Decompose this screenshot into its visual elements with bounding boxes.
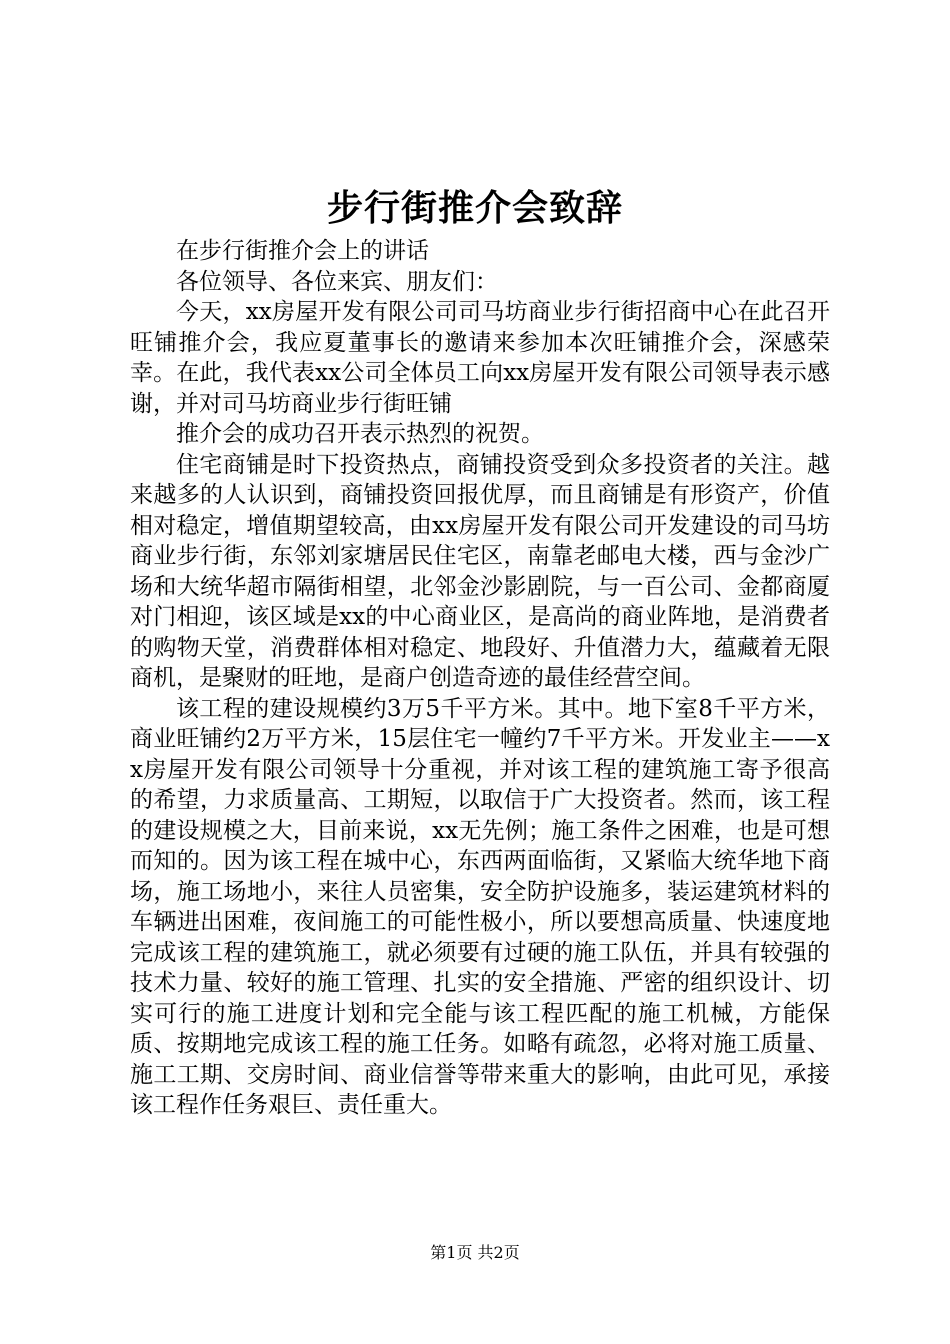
paragraph-location: 住宅商铺是时下投资热点，商铺投资受到众多投资者的关注。越来越多的人认识到，商铺投资回报优厚，而且商铺是有形资产，价值相对稳定，增值期望较高，由xx房屋开发有限公司开发建设的司马坊商业步行街，东邻刘家塘居民住宅区，南靠老邮电大楼，西与金沙广场和大统华超市隔街相望，北邻金沙影剧院，与一百公司、金都商厦对门相迎，该区域是xx的中心商业区，是高尚的商业阵地，是消费者的购物天堂，消费群体相对稳定、地段好、升值潜力大，蕴藏着无限商机，是聚财的旺地，是商户创造奇迹的最佳经营空间。 (130, 451, 830, 691)
document-body (130, 236, 830, 1121)
paragraph-opening: 今天，xx房屋开发有限公司司马坊商业步行街招商中心在此召开旺铺推介会，我应夏董事长的邀请来参加本次旺铺推介会，深感荣幸。在此，我代表xx公司全体员工向xx房屋开发有限公司领导表示感谢，并对司马坊商业步行街旺铺 (130, 299, 830, 417)
paragraph-salutation: 各位领导、各位来宾、朋友们： (176, 268, 498, 295)
paragraph-congratulation: 推介会的成功召开表示热烈的祝贺。 (176, 421, 544, 447)
paragraph-project-scale: 该工程的建设规模约3万5千平方米。其中。地下室8千平方米，商业旺铺约2万平方米，15层住宅一幢约7千平方米。开发业主——xx房屋开发有限公司领导十分重视，并对该工程的建筑施工寄予很高的希望，力求质量高、工期短，以取信于广大投资者。然而，该工程的建设规模之大，目前来说，xx无先例；施工条件之困难，也是可想而知的。因为该工程在城中心，东西两面临街，又紧临大统华地下商场，施工场地小，来往人员密集，安全防护设施多，装运建筑材料的车辆进出困难，夜间施工的可能性极小，所以要想高质量、快速度地完成该工程的建筑施工，就必须要有过硬的施工队伍，并具有较强的技术力量、较好的施工管理、扎实的安全措施、严密的组织设计、切实可行的施工进度计划和完全能与该工程匹配的施工机械，方能保质、按期地完成该工程的施工任务。如略有疏忽，必将对施工质量、施工工期、交房时间、商业信誉等带来重大的影响，由此可见，承接该工程作任务艰巨、责任重大。 (130, 695, 830, 1118)
document-title: 步行街推介会致辞 (326, 187, 623, 229)
paragraph-speech-heading: 在步行街推介会上的讲话 (176, 238, 429, 264)
page-footer: 第1页 共2页 (430, 1243, 520, 1262)
